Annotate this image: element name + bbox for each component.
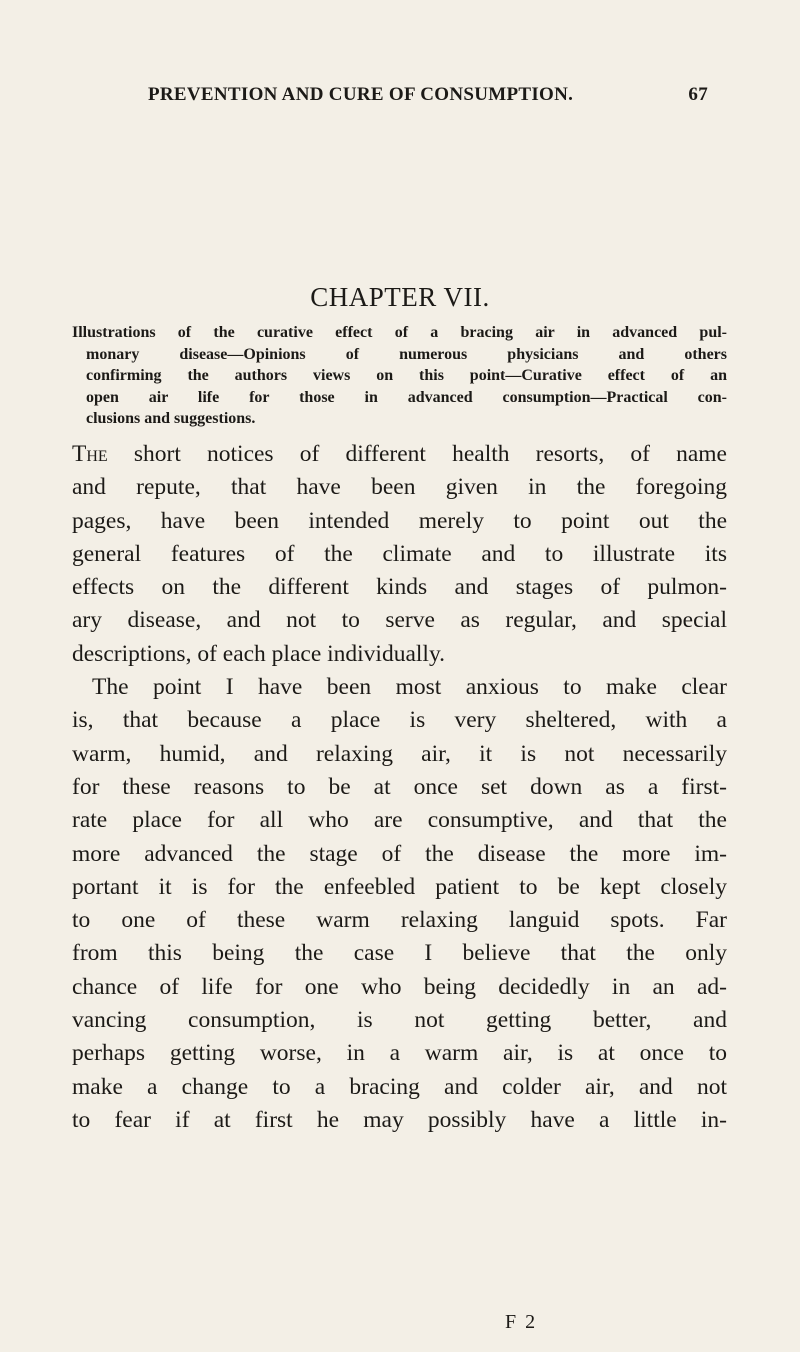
chapter-synopsis xyxy=(72,322,727,430)
chapter-heading: CHAPTER VII. xyxy=(310,282,490,312)
paragraph-line: warm, humid, and relaxing air, it is not necessarily xyxy=(72,740,727,767)
synopsis-line: open air life for those in advanced consumption—Practical con- xyxy=(86,388,727,406)
paragraph-line: to one of these warm relaxing languid spots. Far xyxy=(72,907,727,934)
synopsis-line: Illustrations of the curative effect of a bracing air in advanced pul- xyxy=(72,324,727,341)
synopsis-line: monary disease—Opinions of numerous physicians and others xyxy=(86,345,727,363)
opening-word: The xyxy=(72,441,108,467)
opening-line-text: short notices of different health resorts, of name xyxy=(107,441,727,467)
paragraph-line: more advanced the stage of the disease the more im- xyxy=(72,840,727,867)
running-head xyxy=(148,84,708,110)
paragraph-line: rate place for all who are consumptive, and that the xyxy=(72,807,727,834)
body-text xyxy=(72,438,727,1137)
paragraph-line: is, that because a place is very sheltered, with a xyxy=(72,707,727,734)
running-title: PREVENTION AND CURE OF CONSUMPTION. xyxy=(148,84,574,105)
paragraph-line: The point I have been most anxious to make clear xyxy=(92,674,727,701)
paragraph-line: and repute, that have been given in the foregoing xyxy=(72,474,727,501)
paragraph-line: make a change to a bracing and colder air, and not xyxy=(72,1073,727,1100)
paragraph-line: for these reasons to be at once set down as a first- xyxy=(72,773,727,800)
paragraph-line: portant it is for the enfeebled patient to be kept closely xyxy=(72,873,727,900)
page-number: 67 xyxy=(688,84,708,105)
paragraph-line: perhaps getting worse, in a warm air, is at once to xyxy=(72,1040,727,1067)
synopsis-line: confirming the authors views on this point—Curative effect of an xyxy=(86,367,727,384)
paragraph-line: effects on the different kinds and stages of pulmon- xyxy=(72,574,727,601)
paragraph-line xyxy=(72,438,727,471)
paragraph-line: vancing consumption, is not getting better, and xyxy=(72,1007,727,1034)
synopsis-line: clusions and suggestions. xyxy=(86,410,256,427)
paragraph-line: chance of life for one who being decidedly in an ad- xyxy=(72,973,727,1000)
paragraph-line: to fear if at first he may possibly have a little in- xyxy=(72,1106,727,1133)
paragraph-line: ary disease, and not to serve as regular, and special xyxy=(72,607,727,634)
paragraph-line: pages, have been intended merely to point out the xyxy=(72,507,727,534)
paragraph-line: from this being the case I believe that the only xyxy=(72,940,727,967)
paragraph-line: general features of the climate and to illustrate its xyxy=(72,540,727,567)
paragraph-line: descriptions, of each place individually. xyxy=(72,640,446,667)
signature-mark: F 2 xyxy=(505,1311,538,1333)
